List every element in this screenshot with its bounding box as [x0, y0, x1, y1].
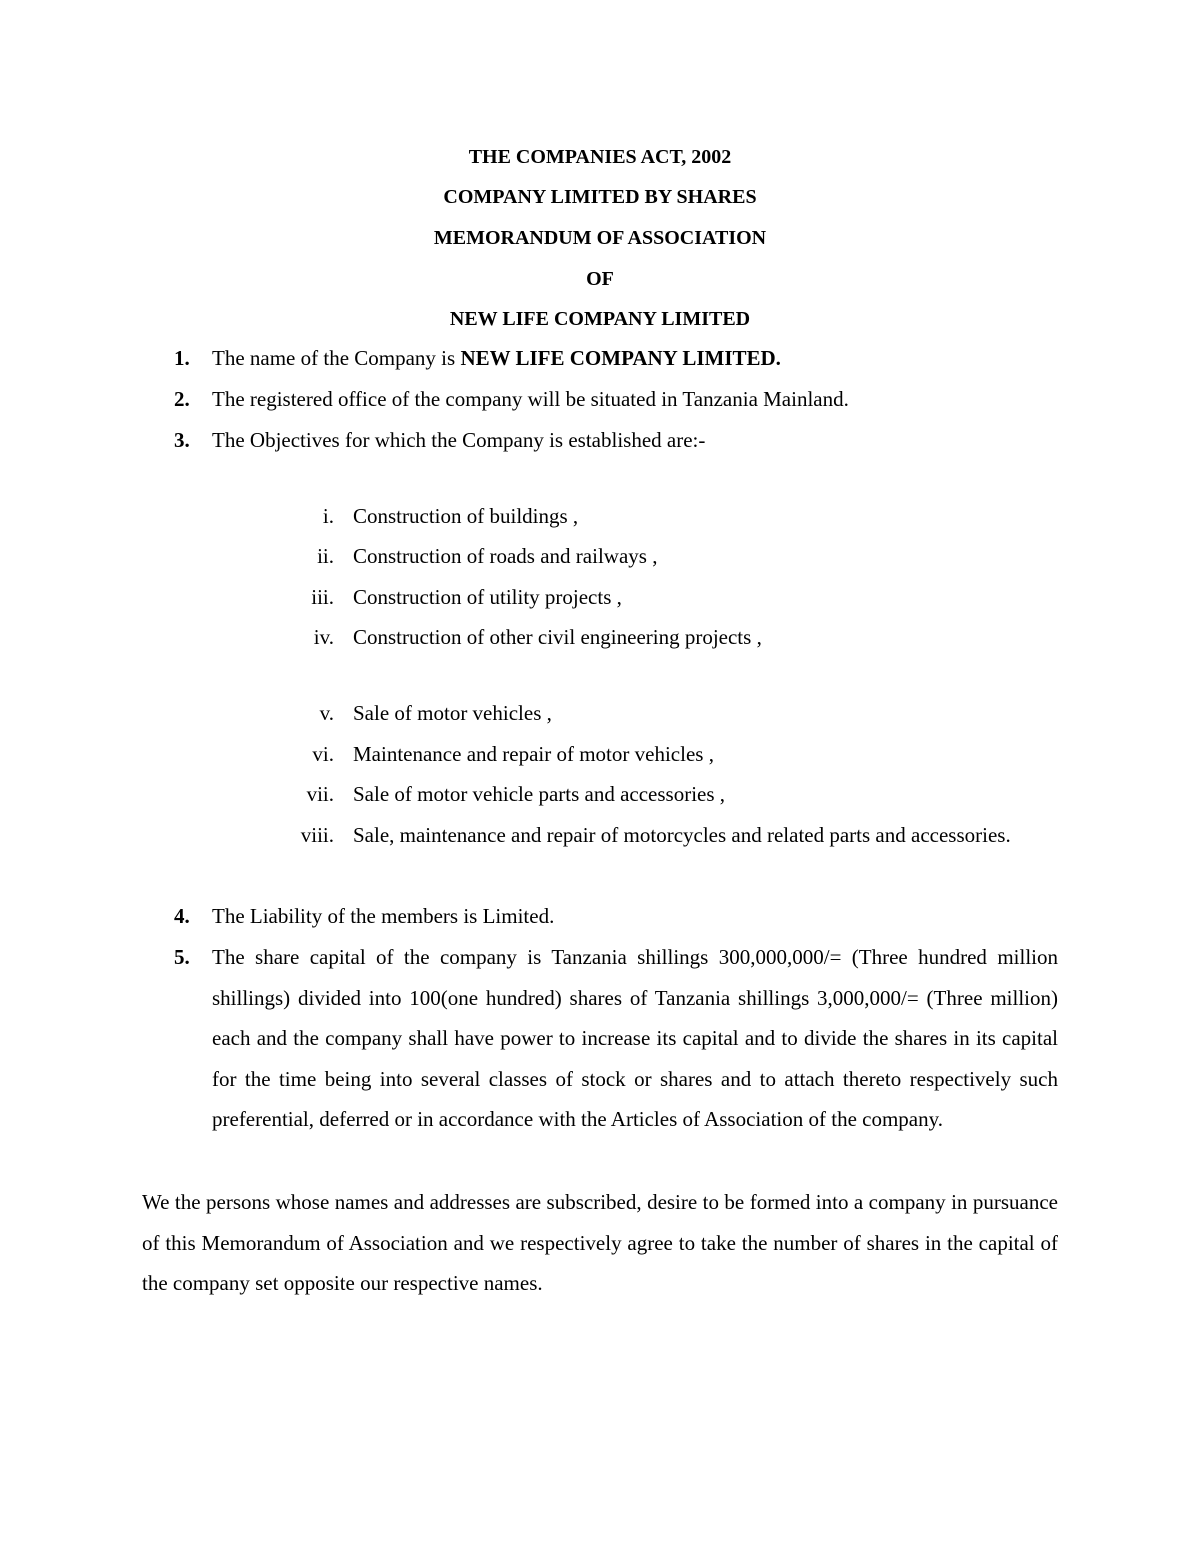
objective-number: iv. — [313, 625, 334, 649]
objective-text: Maintenance and repair of motor vehicles , — [353, 742, 714, 766]
objective-text: Sale of motor vehicles , — [353, 701, 552, 725]
objective-number: vii. — [306, 782, 334, 806]
objective-item — [270, 774, 1058, 815]
objective-item — [270, 536, 1058, 577]
clause-2 — [168, 379, 1058, 420]
objective-text: Construction of other civil engineering projects , — [353, 625, 762, 649]
clause-number: 2. — [174, 387, 190, 411]
objective-text: Construction of roads and railways , — [353, 544, 658, 568]
clause-text: The share capital of the company is Tanzania shillings 300,000,000/= (Three hundred million shillings) divided into 100(one hundred) shares of Tanzania shillings 3,000,000/= (Three million) each and the company shall have power to increase its capital and to divide the shares in its capital for the time being into several classes of stock or shares and to attach thereto respectively such preferential, deferred or in accordance with the Articles of Association of the company. — [212, 945, 1058, 1131]
objective-number: v. — [319, 701, 334, 725]
clause-4 — [168, 896, 1058, 937]
memorandum-title: MEMORANDUM OF ASSOCIATION — [433, 227, 767, 249]
clause-1-company-name: NEW LIFE COMPANY LIMITED. — [460, 346, 781, 370]
objective-text: Construction of utility projects , — [353, 585, 622, 609]
clause-text: The registered office of the company will be situated in Tanzania Mainland. — [212, 387, 849, 411]
objective-text: Construction of buildings , — [353, 504, 579, 528]
act-title: THE COMPANIES ACT, 2002 — [468, 146, 732, 168]
objective-number: ii. — [317, 544, 334, 568]
objective-item — [270, 734, 1058, 775]
objective-number: viii. — [300, 823, 334, 847]
objective-number: vi. — [312, 742, 334, 766]
objective-item — [270, 577, 1058, 618]
company-name-title: NEW LIFE COMPANY LIMITED — [449, 308, 751, 330]
clause-3 — [168, 420, 1058, 461]
objective-number: iii. — [311, 585, 334, 609]
company-type-title: COMPANY LIMITED BY SHARES — [443, 186, 757, 208]
clause-1 — [168, 338, 1058, 379]
of-title: OF — [586, 268, 614, 290]
closing-paragraph: We the persons whose names and addresses are subscribed, desire to be formed into a company in pursuance of this Memorandum of Association and we respectively agree to take the number of shares in the capital of the company set opposite our respective names. — [142, 1190, 1058, 1295]
objective-item — [270, 617, 1058, 658]
objective-item — [270, 815, 1058, 856]
objective-item — [270, 693, 1058, 734]
objective-number: i. — [322, 504, 334, 528]
clause-number: 4. — [174, 904, 190, 928]
clause-text: The Liability of the members is Limited. — [212, 904, 555, 928]
clause-text — [212, 338, 1058, 379]
clause-number: 3. — [174, 428, 190, 452]
clause-number: 1. — [174, 346, 190, 370]
clause-1-text: The name of the Company is — [212, 346, 461, 370]
clause-number: 5. — [174, 945, 190, 969]
objective-text: Sale, maintenance and repair of motorcycles and related parts and accessories. — [353, 823, 1011, 847]
objective-item — [270, 496, 1058, 537]
clause-5 — [168, 937, 1058, 1140]
objective-text: Sale of motor vehicle parts and accessories , — [353, 782, 726, 806]
clause-text: The Objectives for which the Company is established are:- — [212, 428, 706, 452]
